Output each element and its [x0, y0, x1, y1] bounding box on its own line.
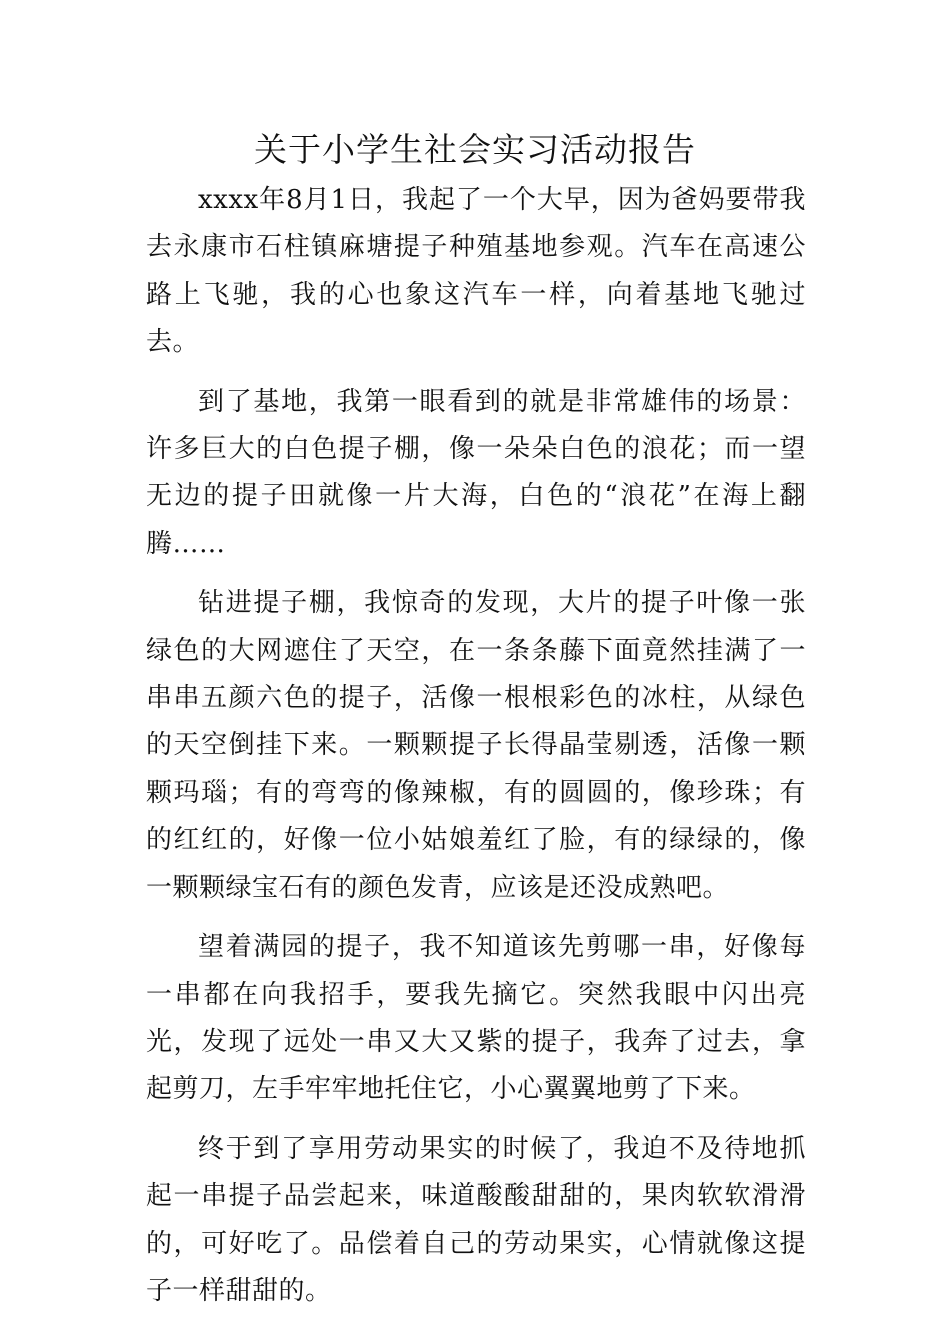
paragraph-5: 终于到了享用劳动果实的时候了，我迫不及待地抓起一串提子品尝起来，味道酸酸甜甜的，果肉软软滑滑的，可好吃了。品偿着自己的劳动果实，心情就像这提子一样甜甜的。: [146, 1133, 806, 1306]
document-body: [146, 177, 806, 1327]
paragraph-1: xxxx年8月1日，我起了一个大早，因为爸妈要带我去永康市石柱镇麻塘提子种殖基地参观。汽车在高速公路上飞驰，我的心也象这汽车一样，向着基地飞驰过去。: [146, 185, 806, 358]
paragraph-4: 望着满园的提子，我不知道该先剪哪一串，好像每一串都在向我招手，要我先摘它。突然我眼中闪出亮光，发现了远处一串又大又紫的提子，我奔了过去，拿起剪刀，左手牢牢地托住它，小心翼翼地剪了下来。: [146, 932, 806, 1105]
paragraph-2: 到了基地，我第一眼看到的就是非常雄伟的场景：许多巨大的白色提子棚，像一朵朵白色的浪花；而一望无边的提子田就像一片大海，白色的“浪花”在海上翻腾……: [146, 386, 806, 559]
document-title: 关于小学生社会实习活动报告: [254, 130, 696, 169]
paragraph-3: 钻进提子棚，我惊奇的发现，大片的提子叶像一张绿色的大网遮住了天空，在一条条藤下面竟然挂满了一串串五颜六色的提子，活像一根根彩色的冰柱，从绿色的天空倒挂下来。一颗颗提子长得晶莹剔透，活像一颗颗玛瑙；有的弯弯的像辣椒，有的圆圆的，像珍珠；有的红红的，好像一位小姑娘羞红了脸，有的绿绿的，像一颗颗绿宝石有的颜色发青，应该是还没成熟吧。: [146, 588, 806, 903]
